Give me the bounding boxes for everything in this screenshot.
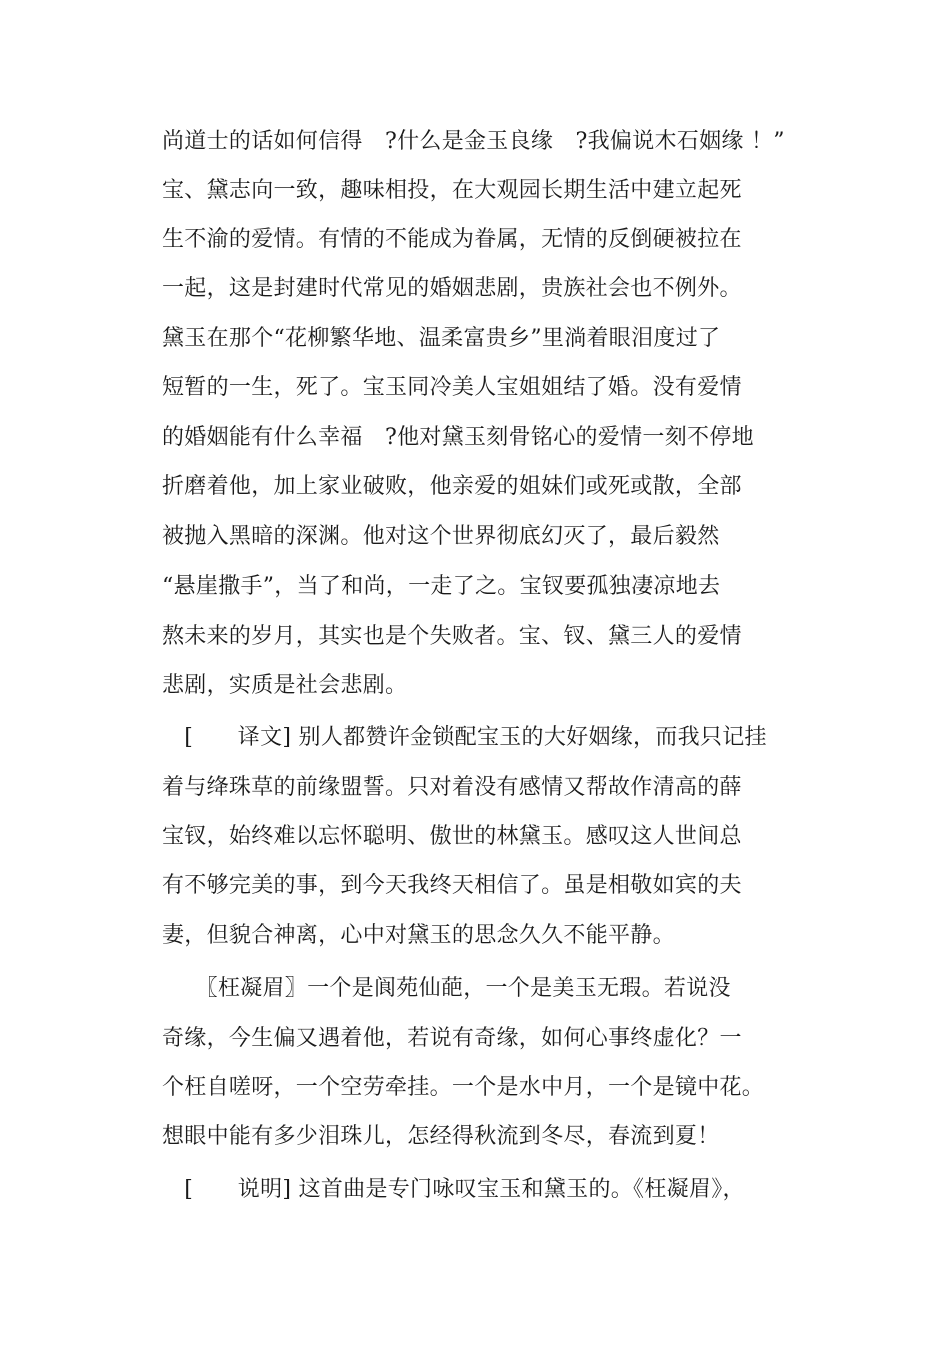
text-line: 熬未来的岁月，其实也是个失败者。宝、钗、黛三人的爱情 xyxy=(162,624,742,649)
text-line: 黛玉在那个“花柳繁华地、温柔富贵乡”里淌着眼泪度过了 xyxy=(162,326,721,351)
text-line: 宝、黛志向一致，趣味相投，在大观园长期生活中建立起死 xyxy=(162,178,742,203)
translation-heading-line: [ 译文] 别人都赞许金锁配宝玉的大好姻缘，而我只记挂 xyxy=(162,725,767,750)
text-line: 想眼中能有多少泪珠儿，怎经得秋流到冬尽，春流到夏！ xyxy=(162,1124,720,1149)
text-line: 的婚姻能有什么幸福 ?他对黛玉刻骨铭心的爱情一刻不停地 xyxy=(162,425,754,450)
text-line: 被抛入黑暗的深渊。他对这个世界彻底幻灭了，最后毅然 xyxy=(162,524,720,549)
text-line: 奇缘，今生偏又遇着他，若说有奇缘，如何心事终虚化？一 xyxy=(162,1026,742,1051)
text-line: 宝钗，始终难以忘怀聪明、傲世的林黛玉。感叹这人世间总 xyxy=(162,824,742,849)
text-line: 尚道士的话如何信得 ?什么是金玉良缘 ?我偏说木石姻缘 ！” xyxy=(162,129,785,154)
text-line: 着与绛珠草的前缘盟誓。只对着没有感情又帮故作清高的薛 xyxy=(162,775,742,800)
text-line: 有不够完美的事，到今天我终天相信了。虽是相敬如宾的夫 xyxy=(162,873,742,898)
explanation-heading-line: [ 说明] 这首曲是专门咏叹宝玉和黛玉的。《枉凝眉》， xyxy=(162,1177,745,1202)
text-line: “悬崖撒手”，当了和尚，一走了之。宝钗要孤独凄凉地去 xyxy=(162,574,721,599)
text-line: 悲剧，实质是社会悲剧。 xyxy=(162,673,408,698)
text-line: 一起，这是封建时代常见的婚姻悲剧，贵族社会也不例外。 xyxy=(162,276,742,301)
text-line: 妻，但貌合神离，心中对黛玉的思念久久不能平静。 xyxy=(162,923,675,948)
text-line: 折磨着他，加上家业破败，他亲爱的姐妹们或死或散，全部 xyxy=(162,474,742,499)
poem-heading-line: 〖枉凝眉〗一个是阆苑仙葩，一个是美玉无瑕。若说没 xyxy=(162,976,731,1001)
text-line: 生不渝的爱情。有情的不能成为眷属，无情的反倒硬被拉在 xyxy=(162,227,742,252)
text-line: 短暂的一生，死了。宝玉同冷美人宝姐姐结了婚。没有爱情 xyxy=(162,375,742,400)
text-line: 个枉自嗟呀，一个空劳牵挂。一个是水中月，一个是镜中花。 xyxy=(162,1075,765,1100)
